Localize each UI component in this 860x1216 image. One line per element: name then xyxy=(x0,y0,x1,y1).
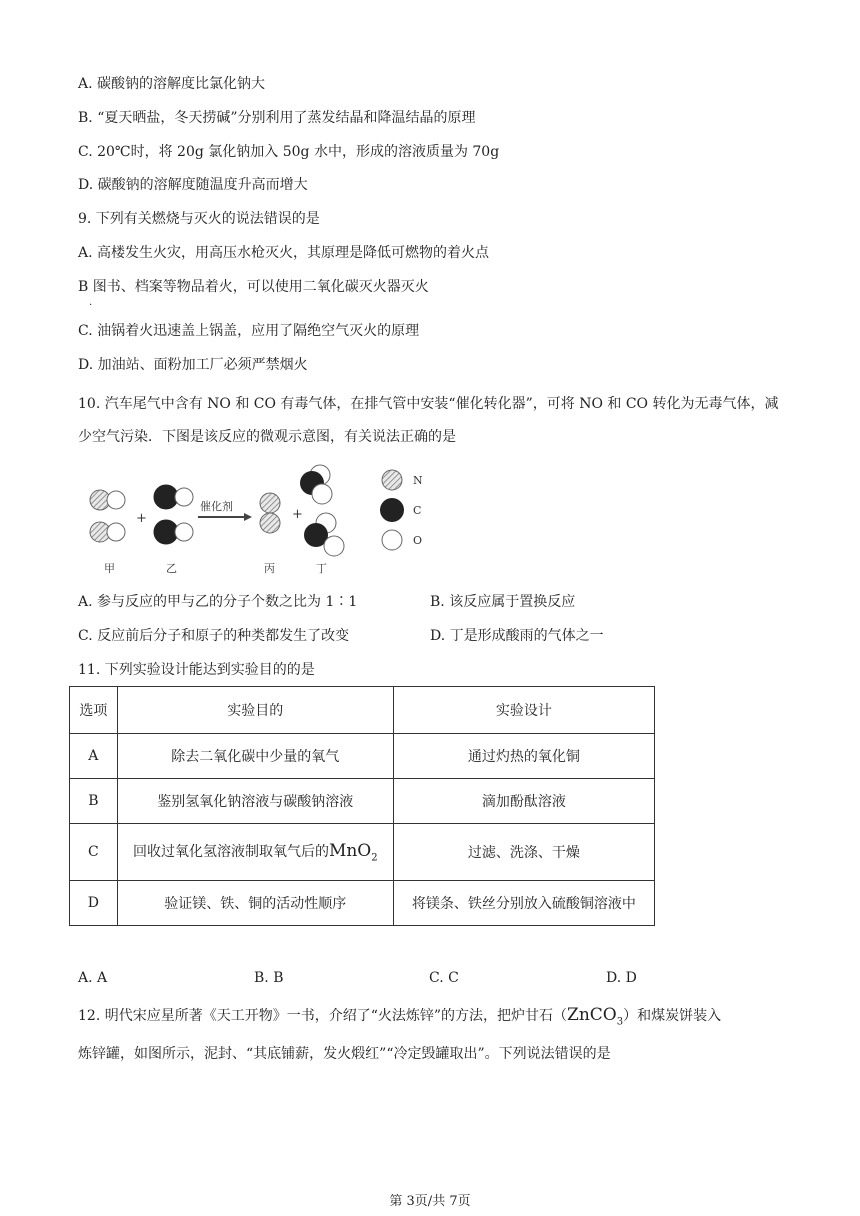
legend-o: O xyxy=(413,534,423,547)
q10-option-a: A. 参与反应的甲与乙的分子个数之比为 1∶1 xyxy=(78,594,358,610)
q11-answer-d: D. D xyxy=(606,970,637,986)
q9-option-a: A. 高楼发生火灾，用高压水枪灭火，其原理是降低可燃物的着火点 xyxy=(78,245,490,261)
molecule-co-1 xyxy=(154,485,193,509)
label-bing: 丙 xyxy=(264,562,275,575)
label-jia: 甲 xyxy=(104,562,115,575)
reaction-diagram xyxy=(78,460,448,580)
row-option: B xyxy=(70,779,118,824)
table-row xyxy=(70,779,655,824)
molecule-n2 xyxy=(260,493,280,533)
header-design: 实验设计 xyxy=(393,687,654,734)
q8-option-c: C. 20℃时，将 20g 氯化钠加入 50g 水中，形成的溶液质量为 70g xyxy=(78,144,500,160)
header-option: 选项 xyxy=(70,687,118,734)
q11-answer-b: B. B xyxy=(254,970,284,986)
plus-sign-1: + xyxy=(136,511,147,526)
row-purpose xyxy=(117,824,393,881)
row-purpose: 鉴别氢氧化钠溶液与碳酸钠溶液 xyxy=(117,779,393,824)
q9-option-c: C. 油锅着火迅速盖上锅盖，应用了隔绝空气灭火的原理 xyxy=(78,323,420,339)
znco3-formula: ZnCO$_3$ xyxy=(567,1005,624,1028)
table-row xyxy=(70,734,655,779)
row-purpose-text: 回收过氧化氢溶液制取氧气后的 xyxy=(132,843,329,860)
row-option: A xyxy=(70,734,118,779)
legend-c: C xyxy=(413,504,422,517)
q9-stem: 9. 下列有关燃烧与灭火的说法错误的是 xyxy=(78,211,320,227)
row-purpose: 除去二氧化碳中少量的氧气 xyxy=(117,734,393,779)
row-design: 滴加酚酞溶液 xyxy=(393,779,654,824)
q12-stem-line2: 炼锌罐，如图所示，泥封、“其底铺薪，发火煅红”“冷定毁罐取出”。下列说法错误的是 xyxy=(78,1046,611,1062)
q8-option-b: B. “夏天晒盐，冬天捞碱”分别利用了蒸发结晶和降温结晶的原理 xyxy=(78,110,476,126)
header-purpose: 实验目的 xyxy=(117,687,393,734)
row-design: 将镁条、铁丝分别放入硫酸铜溶液中 xyxy=(393,881,654,926)
row-design: 过滤、洗涤、干燥 xyxy=(393,824,654,881)
molecule-co-2 xyxy=(154,520,193,544)
row-purpose: 验证镁、铁、铜的活动性顺序 xyxy=(117,881,393,926)
q9-option-b: B 图书、档案等物品着火，可以使用二氧化碳灭火器灭火 xyxy=(78,279,429,295)
q11-table xyxy=(69,686,655,926)
label-yi: 乙 xyxy=(166,562,177,575)
q11-answer-c: C. C xyxy=(429,970,459,986)
plus-sign-2: + xyxy=(292,507,303,522)
q12-stem-line1: 12. 明代宋应星所著《天工开物》一书，介绍了“火法炼锌”的方法，把炉甘石（ZnCO$_3$）和煤炭饼装入 xyxy=(78,1005,722,1028)
q10-option-b: B. 该反应属于置换反应 xyxy=(430,594,576,610)
label-ding: 丁 xyxy=(316,562,327,575)
molecule-no-1 xyxy=(90,490,125,510)
catalyst-label: 催化剂 xyxy=(200,500,233,513)
q8-option-a: A. 碳酸钠的溶解度比氯化钠大 xyxy=(78,76,266,92)
q11-answer-a: A. A xyxy=(78,970,108,986)
q9-stray-dot: . xyxy=(89,297,93,308)
q9-option-d: D. 加油站、面粉加工厂必须严禁烟火 xyxy=(78,357,308,373)
row-option: C xyxy=(70,824,118,881)
legend-n: N xyxy=(413,474,423,487)
mno2-formula: MnO$_2$ xyxy=(328,840,378,864)
q10-option-d: D. 丁是形成酸雨的气体之一 xyxy=(430,628,604,644)
molecule-co2-2 xyxy=(304,513,344,556)
molecule-co2-1 xyxy=(300,465,332,504)
page-footer: 第 3页/共 7页 xyxy=(389,1194,471,1209)
q10-option-c: C. 反应前后分子和原子的种类都发生了改变 xyxy=(78,628,350,644)
row-design: 通过灼热的氧化铜 xyxy=(393,734,654,779)
q10-stem: 10. 汽车尾气中含有 NO 和 CO 有毒气体，在排气管中安装“催化转化器”，可将 NO 和 CO 转化为无毒气体，减少空气污染．下图是该反应的微观示意图，有关说法正确的是 xyxy=(78,396,779,445)
molecule-no-2 xyxy=(90,522,125,542)
q8-option-d: D. 碳酸钠的溶解度随温度升高而增大 xyxy=(78,177,308,193)
table-header-row xyxy=(70,687,655,734)
table-row xyxy=(70,824,655,881)
q11-stem: 11. 下列实验设计能达到实验目的的是 xyxy=(78,662,315,678)
table-row xyxy=(70,881,655,926)
row-option: D xyxy=(70,881,118,926)
